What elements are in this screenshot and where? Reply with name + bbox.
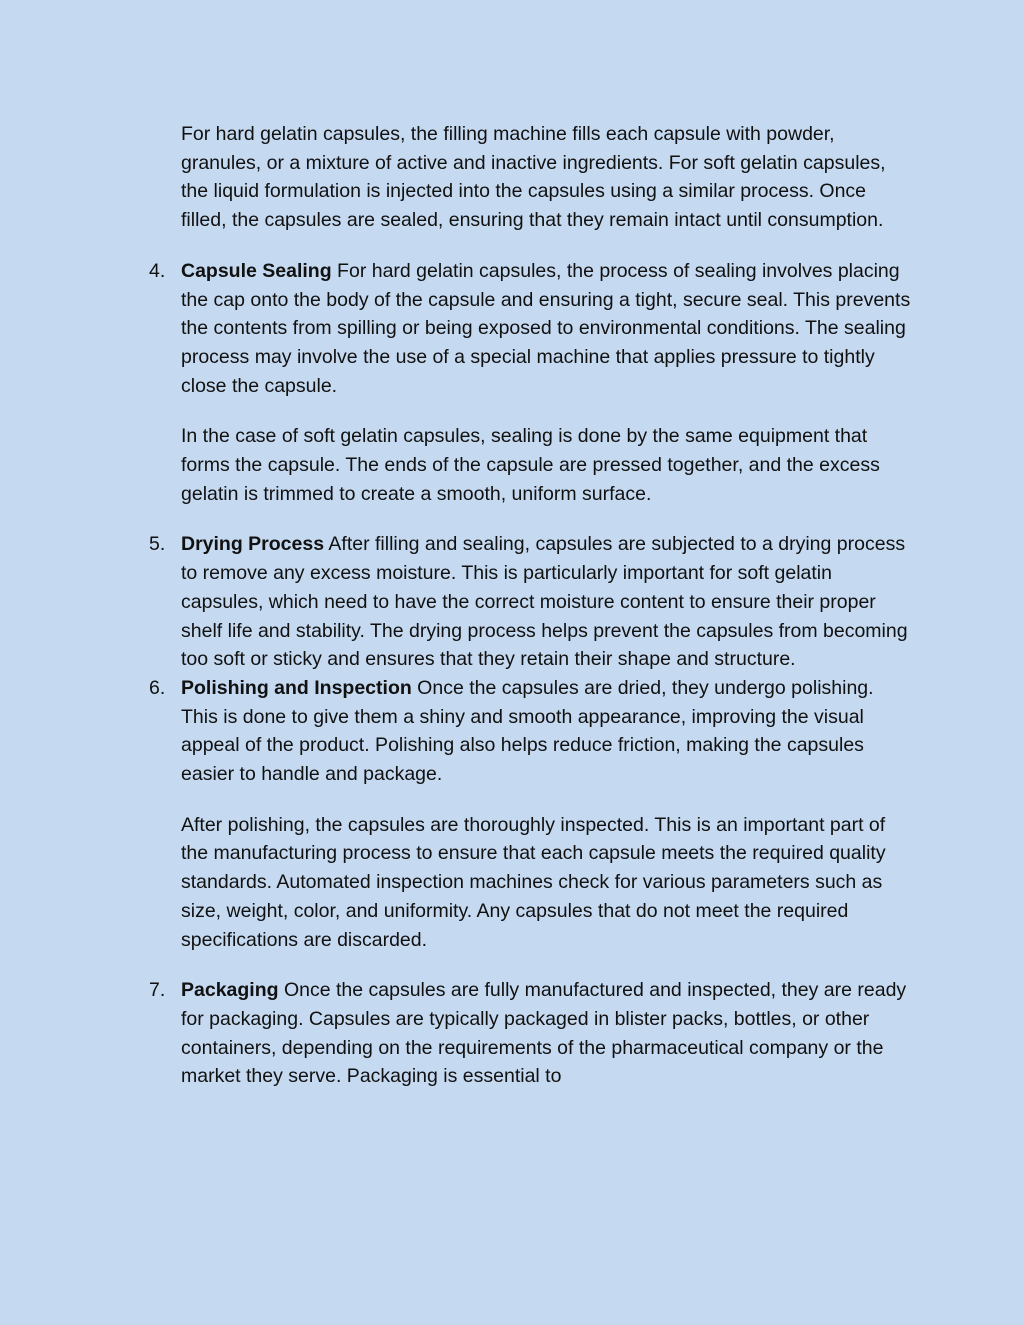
item-heading: Drying Process [181,533,325,556]
intro-paragraph: For hard gelatin capsules, the filling machine fills each capsule with powder, granules, or a mixture of active and inactive ingredients. For soft gelatin capsules, the liquid formulation is injected into the capsules using a similar process. Once filled, the capsules are sealed, ensuring that they remain intact until consumption. [181,123,886,232]
item-followup-paragraph: After polishing, the capsules are thoroughly inspected. This is an important part of the manufacturing process to ensure that each capsule meets the required quality standards. Automated inspection machines check for various parameters such as size, weight, color, and uniformity. Any capsules that do not meet the required specifications are discarded. [181,813,886,951]
item-heading: Capsule Sealing [181,259,332,282]
item-text: For hard gelatin capsules, the process of sealing involves placing the cap onto the body of the capsule and ensuring a tight, secure seal. This prevents the contents from spilling or being exposed to environmental conditions. The sealing process may involve the use of a special machine that applies pressure to tightly close the capsule. [181,259,911,397]
item-text: Once the capsules are fully manufactured and inspected, they are ready for packaging. Capsules are typically packaged in blister packs, bottles, or other containers, depending on the requirements of the pharmaceutical company or the market they serve. Packaging is essential to [181,979,907,1088]
list-number: 7. [149,979,166,1002]
list-item-capsule-sealing [149,257,911,401]
item-text: After filling and sealing, capsules are subjected to a drying process to remove any excess moisture. This is particularly important for soft gelatin capsules, which need to have the correct moisture content to ensure their proper shelf life and stability. The drying process helps prevent the capsules from becoming too soft or sticky and ensures that they retain their shape and structure. [181,533,908,671]
list-number: 5. [149,533,166,556]
list-number: 4. [149,259,166,282]
item-followup-paragraph: In the case of soft gelatin capsules, sealing is done by the same equipment that forms the capsule. The ends of the capsule are pressed together, and the excess gelatin is trimmed to create a smooth, uniform surface. [181,425,880,505]
item-heading: Polishing and Inspection [181,676,412,699]
list-item-polishing-inspection [149,674,911,789]
list-item-packaging [149,976,911,1091]
list-number: 6. [149,676,166,699]
document-body [149,120,911,1113]
item-text: Once the capsules are dried, they undergo polishing. This is done to give them a shiny and smooth appearance, improving the visual appeal of the product. Polishing also helps reduce friction, making the capsules easier to handle and package. [181,676,874,786]
item-heading: Packaging [181,979,279,1002]
list-item-drying-process [149,530,911,674]
